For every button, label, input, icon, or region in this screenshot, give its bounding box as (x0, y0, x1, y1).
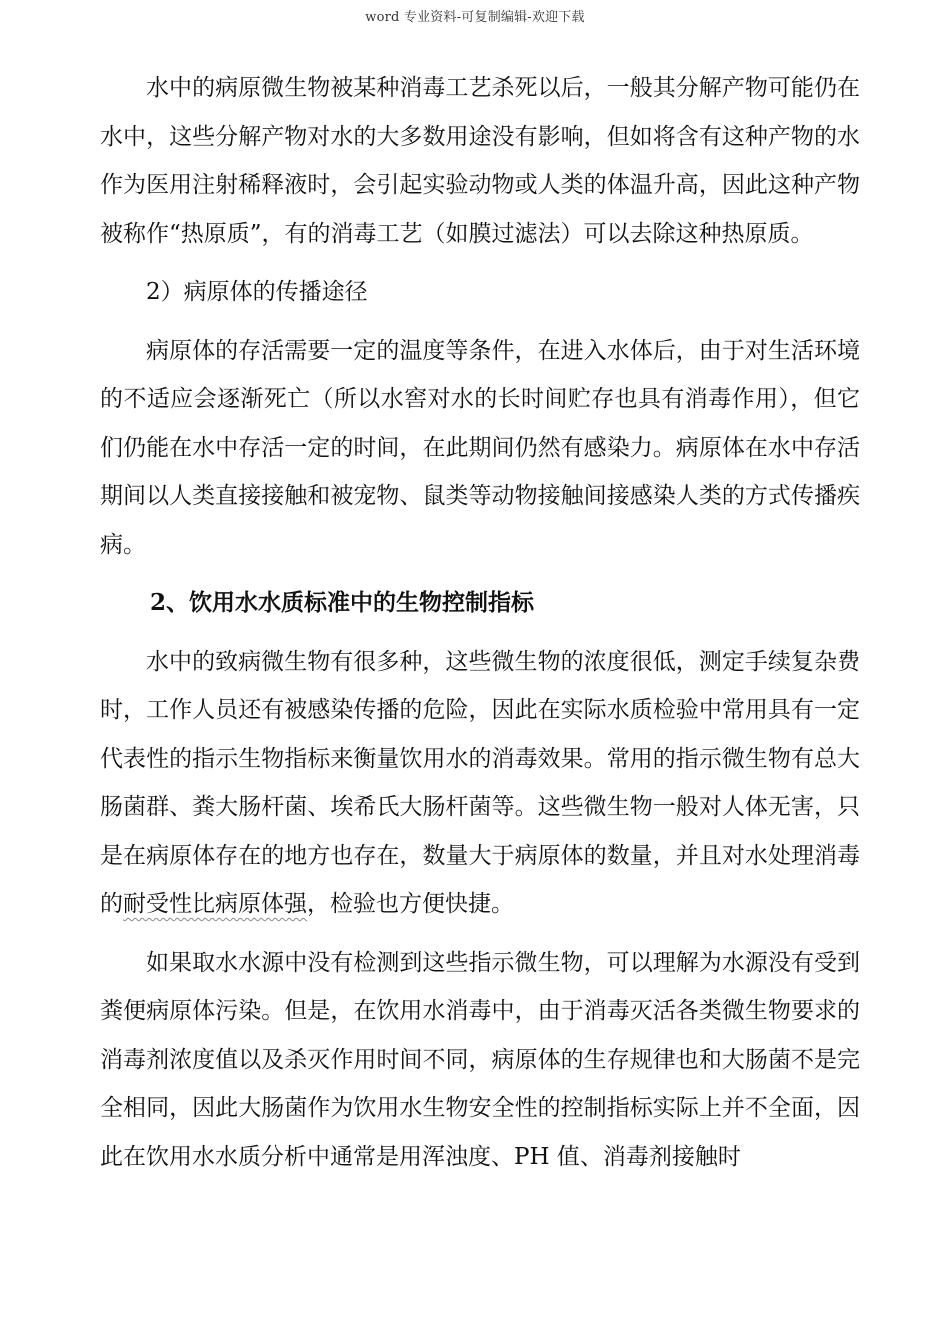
paragraph-water-source: 如果取水水源中没有检测到这些指示微生物，可以理解为水源没有受到粪便病原体污染。但是，在饮用水消毒中，由于消毒灭活各类微生物要求的消毒剂浓度值以及杀灭作用时间不同，病原体的生存规律也和大肠菌不是完全相同，因此大肠菌作为饮用水生物安全性的控制指标实际上并不全面，因此在饮用水水质分析中通常是用浑浊度、PH 值、消毒剂接触时 (100, 949, 860, 1170)
paragraph-indicators (100, 638, 860, 929)
section-heading: 2、饮用水水质标准中的生物控制指标 (150, 589, 535, 616)
grammar-marked-text: 耐受性比病原体强 (123, 891, 307, 917)
document-body (100, 64, 860, 1181)
page-header: word 专业资料-可复制编辑-欢迎下载 (365, 10, 585, 25)
paragraph-transmission: 病原体的存活需要一定的温度等条件，在进入水体后，由于对生活环境的不适应会逐渐死亡（所以水窖对水的长时间贮存也具有消毒作用），但它们仍能在水中存活一定的时间，在此期间仍然有感染力。病原体在水中存活期间以人类直接接触和被宠物、鼠类等动物接触间接感染人类的方式传播疾病。 (100, 337, 860, 558)
paragraph-indicators-text: 水中的致病微生物有很多种，这些微生物的浓度很低，测定手续复杂费时，工作人员还有被感染传播的危险，因此在实际水质检验中常用具有一定代表性的指示生物指标来衡量饮用水的消毒效果。常用的指示微生物有总大肠菌群、粪大肠杆菌、埃希氏大肠杆菌等。这些微生物一般对人体无害，只是在病原体存在的地方也存在，数量大于病原体的数量，并且对水处理消毒的 (100, 648, 860, 917)
paragraph-pyrogen: 水中的病原微生物被某种消毒工艺杀死以后，一般其分解产物可能仍在水中，这些分解产物对水的大多数用途没有影响，但如将含有这种产物的水作为医用注射稀释液时，会引起实验动物或人类的体温升高，因此这种产物被称作“热原质”，有的消毒工艺（如膜过滤法）可以去除这种热原质。 (100, 75, 860, 247)
subheading-transmission: 2）病原体的传播途径 (146, 279, 368, 305)
paragraph-indicators-end: ，检验也方便快捷。 (307, 891, 514, 917)
